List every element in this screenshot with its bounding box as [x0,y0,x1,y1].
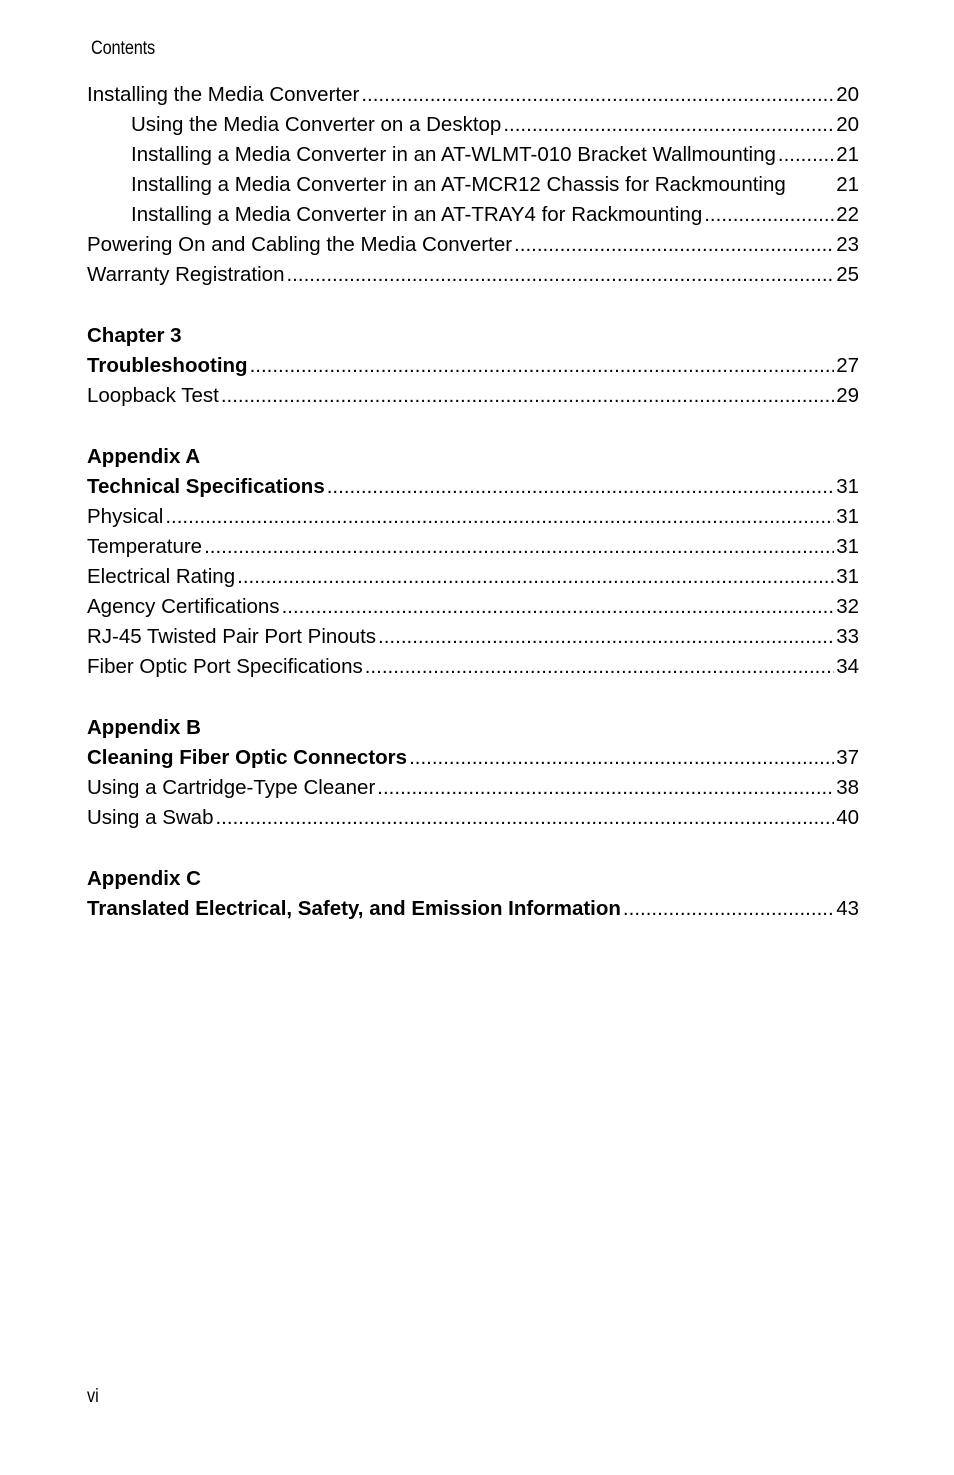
appendix-label: Appendix A [87,445,201,468]
toc-entry-title: Using a Cartridge-Type Cleaner [87,776,376,799]
dot-leader [514,230,834,260]
toc-entry-technical-specifications[interactable] [87,472,859,502]
dot-leader [237,562,834,592]
toc-entry-fiber-optic-port-specifications[interactable] [87,652,859,682]
toc-entry-page: 38 [836,776,859,799]
toc-entry-page: 31 [836,505,859,528]
toc-entry-page: 40 [836,806,859,829]
toc-entry-page: 34 [836,655,859,678]
toc-entry-page: 33 [836,625,859,648]
toc-entry-title: Temperature [87,535,203,558]
toc-entry-wallmounting[interactable] [87,140,859,170]
toc-entry-title: Agency Certifications [87,595,280,618]
toc-entry-page: 27 [836,354,859,377]
toc-entry-title: Physical [87,505,164,528]
dot-leader [204,532,834,562]
toc-entry-page: 37 [836,746,859,769]
toc-entry-cartridge-cleaner[interactable] [87,773,859,803]
toc-entry-title: Using a Swab [87,806,214,829]
toc-entry-page: 31 [836,475,859,498]
toc-entry-rj45-pinouts[interactable] [87,622,859,652]
toc-entry-page: 20 [836,113,859,136]
toc-entry-swab[interactable] [87,803,859,833]
appendix-label: Appendix C [87,867,201,890]
toc-entry-electrical-rating[interactable] [87,562,859,592]
toc-entry-title: Fiber Optic Port Specifications [87,655,363,678]
appendix-label: Appendix B [87,716,201,739]
toc-entry-title: Installing a Media Converter in an AT-WLMT-010 Bracket Wallmounting [131,143,776,166]
table-of-contents [87,80,859,924]
dot-leader [286,260,834,290]
dot-leader [250,351,835,381]
toc-entry-title: Translated Electrical, Safety, and Emission Information [87,897,621,920]
toc-entry-title: Installing a Media Converter in an AT-MCR12 Chassis for Rackmounting [131,173,786,196]
dot-leader [215,803,834,833]
dot-leader [165,502,834,532]
toc-entry-title: Warranty Registration [87,263,285,286]
toc-entry-title: Technical Specifications [87,475,325,498]
chapter-label: Chapter 3 [87,324,182,347]
toc-entry-troubleshooting[interactable] [87,351,859,381]
dot-leader [704,200,834,230]
toc-entry-loopback-test[interactable] [87,381,859,411]
toc-entry-title: Electrical Rating [87,565,236,588]
toc-entry-title: Powering On and Cabling the Media Converter [87,233,513,256]
dot-leader [623,894,834,924]
toc-entry-title: RJ-45 Twisted Pair Port Pinouts [87,625,377,648]
dot-leader [221,381,834,411]
toc-entry-title: Cleaning Fiber Optic Connectors [87,746,408,769]
toc-entry-installing-media-converter[interactable] [87,80,859,110]
toc-entry-tray-rackmounting[interactable] [87,200,859,230]
dot-leader [378,622,834,652]
toc-entry-title: Troubleshooting [87,354,248,377]
toc-entry-page: 21 [836,143,859,166]
dot-leader [282,592,835,622]
toc-entry-page: 43 [836,897,859,920]
toc-entry-desktop[interactable] [87,110,859,140]
toc-entry-page: 25 [836,263,859,286]
dot-leader [377,773,834,803]
toc-entry-page: 21 [836,173,859,196]
toc-entry-chassis-rackmounting[interactable] [87,170,859,200]
dot-leader [365,652,834,682]
toc-entry-page: 20 [836,83,859,106]
dot-leader [361,80,834,110]
toc-entry-page: 31 [836,535,859,558]
toc-entry-warranty-registration[interactable] [87,260,859,290]
toc-entry-physical[interactable] [87,502,859,532]
toc-entry-translated-information[interactable] [87,894,859,924]
toc-entry-agency-certifications[interactable] [87,592,859,622]
toc-entry-page: 32 [836,595,859,618]
toc-entry-page: 29 [836,384,859,407]
page-number: vi [87,1386,99,1407]
toc-entry-cleaning-fiber-optic-connectors[interactable] [87,743,859,773]
toc-entry-title: Loopback Test [87,384,219,407]
toc-entry-page: 31 [836,565,859,588]
dot-leader [409,743,834,773]
dot-leader [327,472,834,502]
toc-entry-temperature[interactable] [87,532,859,562]
dot-leader [503,110,834,140]
toc-entry-title: Using the Media Converter on a Desktop [131,113,502,136]
toc-entry-title: Installing the Media Converter [87,83,360,106]
running-header: Contents [91,38,156,59]
toc-entry-page: 22 [836,203,859,226]
toc-entry-title: Installing a Media Converter in an AT-TRAY4 for Rackmounting [131,203,703,226]
dot-leader [778,140,834,170]
toc-entry-powering-cabling[interactable] [87,230,859,260]
toc-entry-page: 23 [836,233,859,256]
